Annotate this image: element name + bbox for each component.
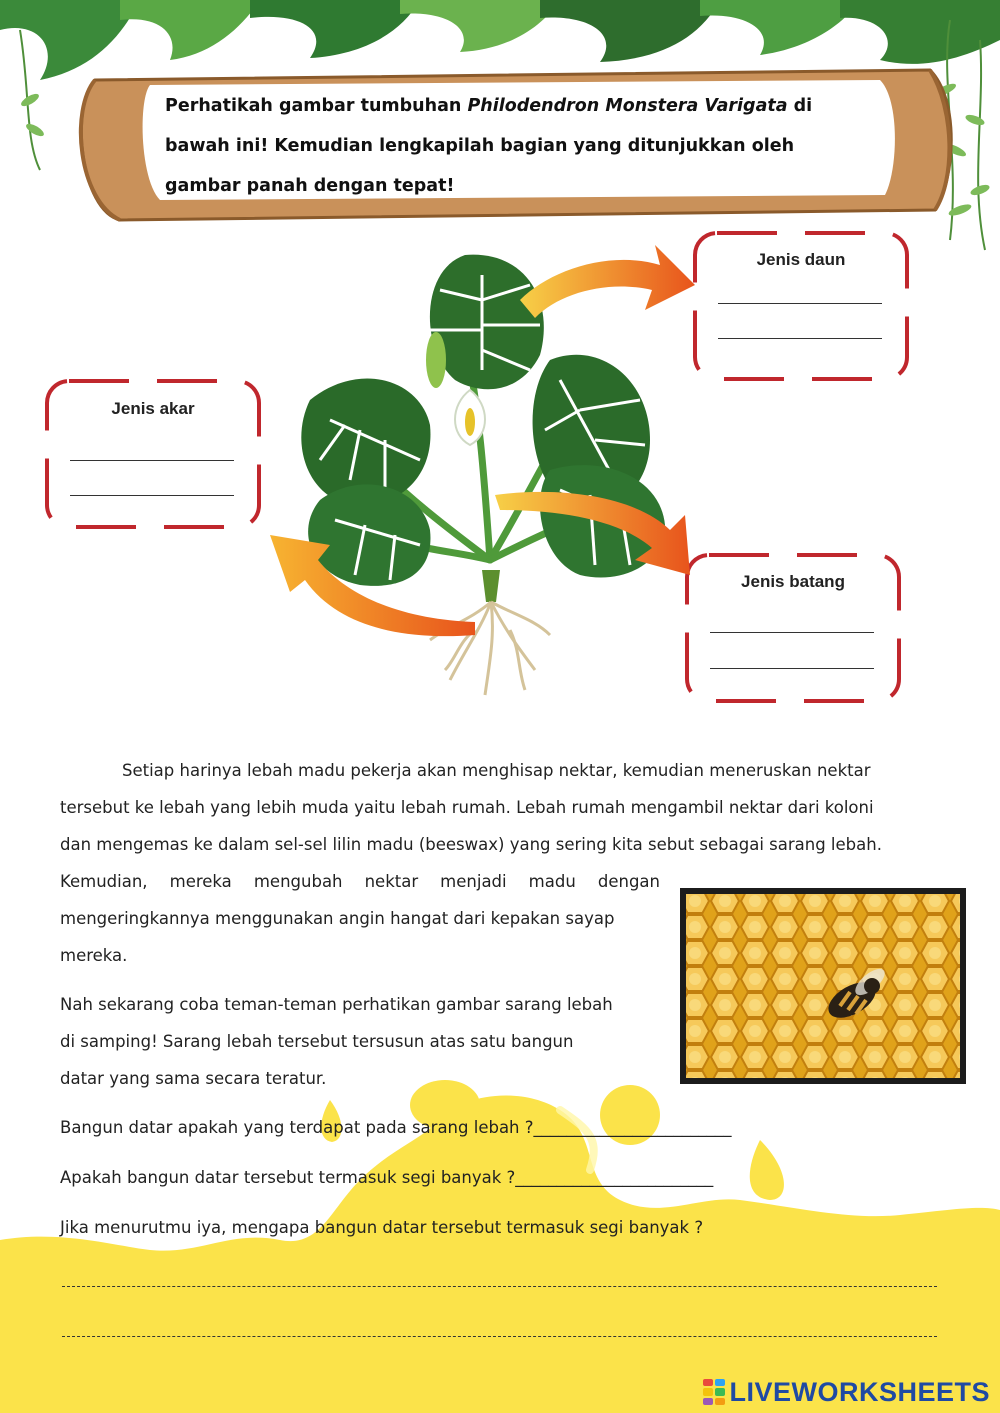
question-2: Apakah bangun datar tersebut termasuk segi banyak ?________________________ <box>60 1168 714 1187</box>
answer-field-1[interactable] <box>560 1120 850 1142</box>
answer-line-2[interactable] <box>718 338 882 339</box>
answer-box-daun <box>692 230 910 382</box>
box-title: Jenis daun <box>756 250 846 269</box>
paragraph-1-line: Setiap harinya lebah madu pekerja akan menghisap nektar, kemudian meneruskan nektar <box>122 761 871 780</box>
answer-line-q3-1[interactable] <box>62 1286 937 1287</box>
leaf-top <box>430 255 544 390</box>
monstera-plant-illustration <box>250 230 710 700</box>
answer-line-1[interactable] <box>718 303 882 304</box>
species-name: Philodendron Monstera Varigata <box>467 96 788 116</box>
box-title: Jenis akar <box>111 399 195 418</box>
answer-box-batang <box>684 552 902 704</box>
paragraph-2-line: di samping! Sarang lebah tersebut tersusun atas satu bangun <box>60 1032 574 1051</box>
answer-line-q3-2[interactable] <box>62 1336 937 1337</box>
paragraph-1-line: tersebut ke lebah yang lebih muda yaitu lebah rumah. Lebah rumah mengambil nektar dari koloni <box>60 798 874 817</box>
answer-line-1[interactable] <box>710 632 874 633</box>
paragraph-1-line: Kemudian, mereka mengubah nektar menjadi madu dengan <box>60 872 660 891</box>
answer-line-1[interactable] <box>70 460 234 461</box>
paragraph-1-line: mengeringkannya menggunakan angin hangat dari kepakan sayap <box>60 909 615 928</box>
box-title: Jenis batang <box>741 572 845 591</box>
liveworksheets-logo <box>703 1374 990 1410</box>
answer-field-2[interactable] <box>545 1170 850 1192</box>
spadix <box>426 332 446 388</box>
paragraph-2-line: datar yang sama secara teratur. <box>60 1069 327 1088</box>
answer-line-2[interactable] <box>710 668 874 669</box>
answer-box-akar <box>44 378 262 530</box>
roots <box>430 602 550 695</box>
arrow-to-daun <box>520 245 695 318</box>
paragraph-2-line: Nah sekarang coba teman-teman perhatikan gambar sarang lebah <box>60 995 613 1014</box>
question-3: Jika menurutmu iya, mengapa bangun datar tersebut termasuk segi banyak ? <box>60 1218 704 1237</box>
paragraph-2 <box>60 986 660 1097</box>
logo-icon <box>703 1379 725 1405</box>
logo-text: LIVEWORKSHEETS <box>729 1376 990 1407</box>
instruction-text: Perhatikah gambar tumbuhan Philodendron Monstera Varigata di bawah ini! Kemudian lengkapilah bagian yang ditunjukkan oleh gambar panah dengan tepat! <box>165 96 813 196</box>
answer-line-2[interactable] <box>70 495 234 496</box>
paragraph-1-line: mereka. <box>60 946 128 965</box>
paragraph-1 <box>60 752 940 974</box>
question-1: Bangun datar apakah yang terdapat pada sarang lebah ?________________________ <box>60 1118 732 1137</box>
paragraph-1-line: dan mengemas ke dalam sel-sel lilin madu (beeswax) yang sering kita sebut sebagai sarang lebah. <box>60 835 882 854</box>
